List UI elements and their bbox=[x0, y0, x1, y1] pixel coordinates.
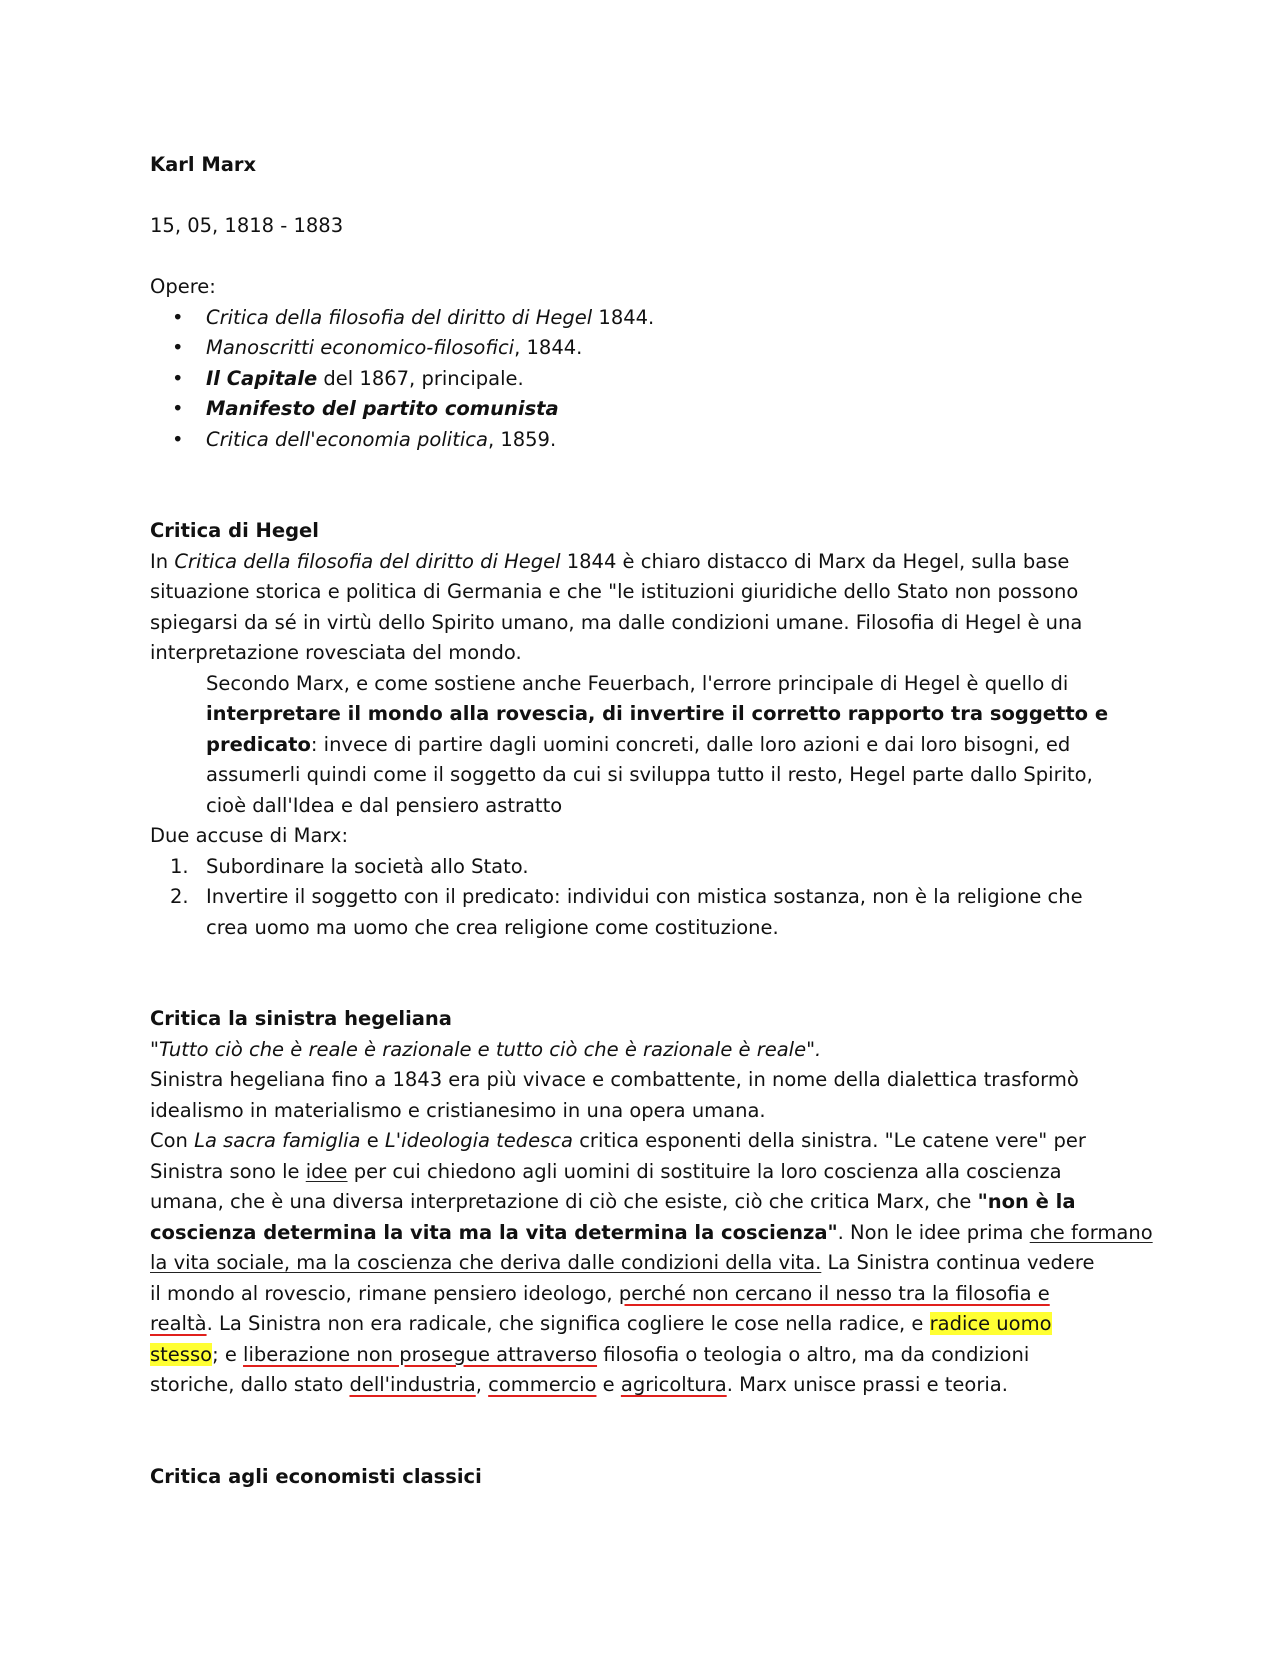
work-detail: , 1859. bbox=[487, 427, 557, 451]
work-title: L'ideologia tedesca bbox=[384, 1129, 574, 1152]
list-item bbox=[150, 425, 1130, 456]
section-heading-hegel: Critica di Hegel bbox=[150, 519, 319, 542]
work-title: Manifesto del partito comunista bbox=[206, 397, 559, 420]
text-run: . La Sinistra non era radicale, che significa cogliere le cose nella radice, e bbox=[206, 1312, 930, 1335]
paragraph-line bbox=[150, 1218, 1153, 1249]
text-run: : invece di partire dagli uomini concreti, dalle loro azioni e dai loro bisogni, ed bbox=[310, 732, 1071, 756]
paragraph-line bbox=[150, 1248, 1130, 1279]
list-item bbox=[150, 852, 1130, 883]
list-item bbox=[150, 394, 1130, 425]
red-underlined-text: commercio bbox=[488, 1373, 597, 1396]
red-underlined-text: liberazione non prosegue attraverso bbox=[243, 1342, 598, 1366]
work-detail: 1844. bbox=[592, 305, 655, 329]
work-title: Critica della filosofia del diritto di Hegel bbox=[206, 305, 593, 329]
quote-line bbox=[150, 730, 1130, 761]
quote-line: assumerli quindi come il soggetto da cui si sviluppa tutto il resto, Hegel parte dallo Spirito, bbox=[206, 763, 1093, 786]
work-title: La sacra famiglia bbox=[194, 1129, 361, 1152]
work-title: Il Capitale bbox=[206, 366, 318, 390]
text-run: La Sinistra continua vedere bbox=[821, 1251, 1095, 1274]
text-run: e bbox=[596, 1373, 621, 1396]
highlighted-text: radice uomo bbox=[929, 1312, 1052, 1335]
list-item bbox=[150, 882, 1130, 943]
paragraph-line bbox=[150, 1157, 1130, 1188]
works-list bbox=[150, 303, 1130, 456]
accuse-list bbox=[150, 852, 1130, 944]
text-run: Sinistra sono le bbox=[150, 1159, 306, 1183]
accuse-label: Due accuse di Marx: bbox=[150, 824, 349, 847]
text-run: e bbox=[360, 1129, 385, 1152]
work-detail: del 1867, principale. bbox=[317, 366, 524, 390]
underlined-text: che formano bbox=[1029, 1220, 1153, 1244]
doc-title: Karl Marx bbox=[150, 153, 257, 176]
bullet-icon: • bbox=[172, 366, 184, 390]
list-number: 2. bbox=[170, 885, 189, 908]
paragraph-line: idealismo in materialismo e cristianesimo in una opera umana. bbox=[150, 1098, 766, 1122]
paragraph-line bbox=[150, 1370, 1130, 1401]
list-text: crea uomo ma uomo che crea religione come costituzione. bbox=[206, 915, 779, 939]
quote-line: Secondo Marx, e come sostiene anche Feuerbach, l'errore principale di Hegel è quello di bbox=[206, 671, 1069, 695]
text-run: storiche, dallo stato bbox=[150, 1373, 350, 1396]
list-number: 1. bbox=[170, 854, 189, 878]
work-detail: , 1844. bbox=[514, 336, 583, 359]
works-label: Opere: bbox=[150, 275, 216, 298]
paragraph-line: spiegarsi da sé in virtù dello Spirito umano, ma dalle condizioni umane. Filosofia di Hegel è una bbox=[150, 610, 1083, 634]
list-text: Subordinare la società allo Stato. bbox=[206, 854, 529, 878]
red-underlined-text: realtà bbox=[150, 1312, 207, 1335]
text-run: , bbox=[475, 1373, 489, 1396]
work-title: Critica della filosofia del diritto di Hegel bbox=[174, 549, 561, 573]
bullet-icon: • bbox=[172, 336, 184, 359]
text-run: . Marx unisce prassi e teoria. bbox=[726, 1373, 1008, 1396]
quote-line: cioè dall'Idea e dal pensiero astratto bbox=[206, 793, 563, 817]
text-run: critica esponenti della sinistra. "Le catene vere" per bbox=[573, 1129, 1086, 1152]
section-heading-sinistra: Critica la sinistra hegeliana bbox=[150, 1007, 452, 1030]
text-run: 1844 è chiaro distacco di Marx da Hegel, sulla base bbox=[560, 549, 1070, 573]
work-title: Manoscritti economico-filosofici bbox=[206, 336, 515, 359]
paragraph-line: situazione storica e politica di Germania e che "le istituzioni giuridiche dello Stato non possono bbox=[150, 580, 1079, 603]
paragraph-line bbox=[150, 1309, 1130, 1340]
paragraph-line bbox=[150, 1126, 1130, 1157]
text-run: il mondo al rovescio, rimane pensiero ideologo, bbox=[150, 1281, 619, 1305]
text-run: umana, che è una diversa interpretazione di ciò che esiste, ciò che critica Marx, che bbox=[150, 1190, 978, 1213]
bullet-icon: • bbox=[172, 305, 184, 329]
text-run: In bbox=[150, 549, 175, 573]
work-title: Critica dell'economia politica bbox=[206, 427, 488, 451]
bullet-icon: • bbox=[172, 397, 184, 420]
bullet-icon: • bbox=[172, 427, 184, 451]
hegel-quote: "Tutto ciò che è reale è razionale e tutto ciò che è razionale è reale". bbox=[150, 1037, 822, 1061]
text-run: per cui chiedono agli uomini di sostituire la loro coscienza alla coscienza bbox=[347, 1159, 1062, 1183]
list-item bbox=[150, 364, 1130, 395]
text-run: ; e bbox=[212, 1342, 244, 1366]
red-underlined-text: perché non cercano il nesso tra la filosofia e bbox=[618, 1281, 1050, 1305]
bold-text: "non è la bbox=[977, 1190, 1076, 1213]
quote-line: interpretare il mondo alla rovescia, di invertire il corretto rapporto tra soggetto e bbox=[206, 702, 1109, 725]
text-run: predicato bbox=[206, 732, 311, 756]
underlined-text: la vita sociale, ma la coscienza che deriva dalle condizioni della vita. bbox=[150, 1251, 822, 1274]
doc-dates: 15, 05, 1818 - 1883 bbox=[150, 214, 344, 237]
list-item bbox=[150, 333, 1130, 364]
text-run: Con bbox=[150, 1129, 195, 1152]
list-item bbox=[150, 303, 1130, 334]
bold-text: coscienza determina la vita ma la vita determina la coscienza" bbox=[150, 1220, 838, 1244]
paragraph-line: interpretazione rovesciata del mondo. bbox=[150, 641, 522, 664]
red-underlined-text: agricoltura bbox=[620, 1373, 727, 1396]
indented-quote bbox=[150, 669, 1130, 822]
paragraph-line bbox=[150, 547, 1130, 578]
text-run: filosofia o teologia o altro, ma da condizioni bbox=[597, 1342, 1030, 1366]
list-text: Invertire il soggetto con il predicato: individui con mistica sostanza, non è la religione che bbox=[206, 885, 1083, 908]
paragraph-line: Sinistra hegeliana fino a 1843 era più vivace e combattente, in nome della dialettica trasformò bbox=[150, 1068, 1079, 1091]
text-run: . Non le idee prima bbox=[837, 1220, 1030, 1244]
document-page bbox=[150, 150, 1153, 1492]
highlighted-text: stesso bbox=[150, 1342, 213, 1366]
underlined-text: idee bbox=[305, 1159, 348, 1183]
paragraph-line bbox=[150, 1279, 1130, 1310]
paragraph-line bbox=[150, 1187, 1130, 1218]
section-heading-economisti: Critica agli economisti classici bbox=[150, 1464, 482, 1488]
paragraph-line bbox=[150, 1340, 1130, 1371]
red-underlined-text: dell'industria bbox=[349, 1373, 476, 1396]
